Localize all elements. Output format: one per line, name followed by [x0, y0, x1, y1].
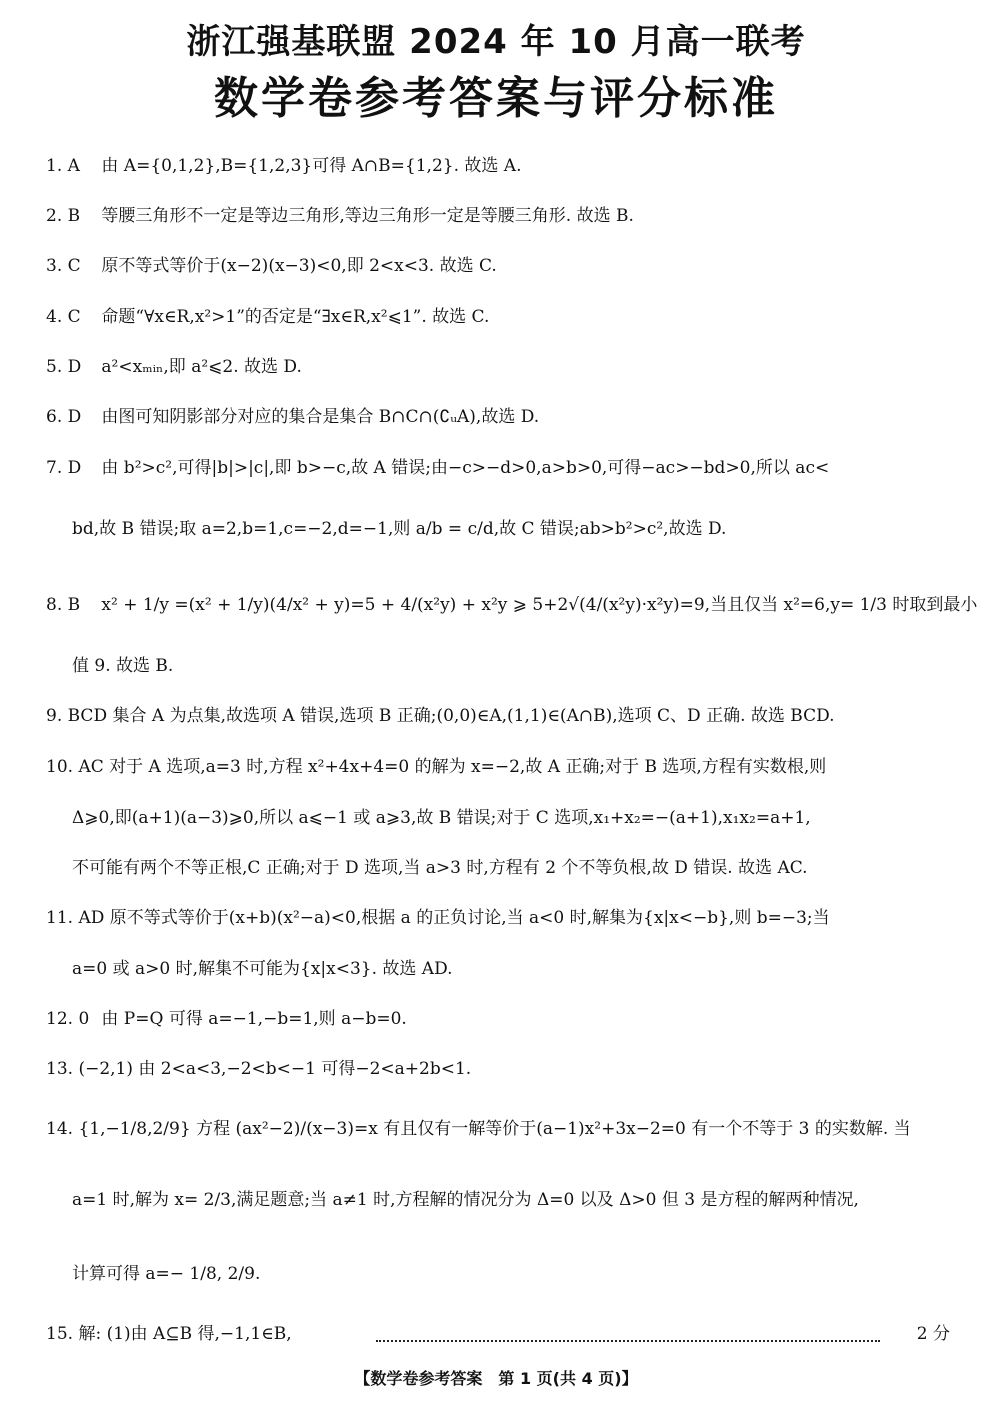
answer-line — [72, 856, 950, 880]
answer-number: 7. D — [46, 458, 82, 478]
page-title: 浙江强基联盟 2024 年 10 月高一联考 — [186, 22, 806, 62]
answer-line — [46, 1007, 950, 1031]
answer-line — [72, 957, 950, 981]
answer-line — [72, 654, 950, 678]
answer-text: Δ⩾0,即(a+1)(a−3)⩾0,所以 a⩽−1 或 a⩾3,故 B 错误;对于 C 选项,x₁+x₂=−(a+1),x₁x₂=a+1, — [72, 808, 811, 828]
answer-line — [72, 1188, 950, 1212]
answer-line — [72, 517, 950, 541]
answer-line — [46, 1057, 950, 1081]
q15-number: 15. 解: — [46, 1324, 102, 1344]
page-subtitle: 数学卷参考答案与评分标准 — [214, 73, 778, 124]
answer-text: 原不等式等价于(x−2)(x−3)<0,即 2<x<3. 故选 C. — [101, 256, 497, 276]
question-15 — [46, 1322, 950, 1346]
answer-line — [46, 355, 950, 379]
answer-line — [46, 704, 950, 728]
answer-number: 10. AC — [46, 757, 104, 777]
answer-line — [46, 755, 950, 779]
answer-text: 方程 (ax²−2)/(x−3)=x 有且仅有一解等价于(a−1)x²+3x−2=0 有一个不等于 3 的实数解. 当 — [196, 1119, 911, 1139]
answer-text: 集合 A 为点集,故选项 A 错误,选项 B 正确;(0,0)∈A,(1,1)∈(A∩B),选项 C、D 正确. 故选 BCD. — [112, 706, 835, 726]
answer-line — [72, 1262, 950, 1286]
answer-text: a=1 时,解为 x= 2/3,满足题意;当 a≠1 时,方程解的情况分为 Δ=0 以及 Δ>0 但 3 是方程的解两种情况, — [72, 1190, 859, 1210]
answer-number: 9. BCD — [46, 706, 108, 726]
page-footer: 【数学卷参考答案 第 1 页(共 4 页)】 — [354, 1369, 638, 1388]
answer-line — [46, 906, 950, 930]
answer-text: 由 b²>c²,可得|b|>|c|,即 b>−c,故 A 错误;由−c>−d>0,a>b>0,可得−ac>−bd>0,所以 ac< — [101, 458, 830, 478]
q15-text: (1)由 A⊆B 得,−1,1∈B, — [106, 1324, 292, 1344]
answer-text: bd,故 B 错误;取 a=2,b=1,c=−2,d=−1,则 a/b = c/d,故 C 错误;ab>b²>c²,故选 D. — [72, 519, 727, 539]
answer-number: 3. C — [46, 256, 81, 276]
answer-text: 计算可得 a=− 1/8, 2/9. — [72, 1264, 261, 1284]
q15-points: 2 分 — [916, 1324, 950, 1344]
answer-text: 由 A={0,1,2},B={1,2,3}可得 A∩B={1,2}. 故选 A. — [101, 156, 522, 176]
answer-number: 11. AD — [46, 908, 105, 928]
answer-number: 8. B — [46, 595, 81, 615]
answer-text: 由 2<a<3,−2<b<−1 可得−2<a+2b<1. — [138, 1059, 472, 1079]
answer-line — [72, 806, 950, 830]
answer-line — [46, 154, 950, 178]
answer-line — [46, 204, 950, 228]
answer-number: 1. A — [46, 156, 80, 176]
answer-number: 13. (−2,1) — [46, 1059, 133, 1079]
answer-text: 命题“∀x∈R,x²>1”的否定是“∃x∈R,x²⩽1”. 故选 C. — [101, 307, 490, 327]
answer-number: 4. C — [46, 307, 81, 327]
answer-line — [46, 254, 950, 278]
answer-line — [46, 456, 950, 480]
answer-text: a=0 或 a>0 时,解集不可能为{x|x<3}. 故选 AD. — [72, 959, 453, 979]
answer-line — [46, 593, 978, 617]
answer-number: 5. D — [46, 357, 82, 377]
answer-text: x² + 1/y =(x² + 1/y)(4/x² + y)=5 + 4/(x²y) + x²y ⩾ 5+2√(4/(x²y)·x²y)=9,当且仅当 x²=6,y= 1/3 时取到最小 — [101, 595, 978, 615]
answer-line — [46, 405, 950, 429]
answer-number: 12. 0 — [46, 1009, 90, 1029]
answer-text: 原不等式等价于(x+b)(x²−a)<0,根据 a 的正负讨论,当 a<0 时,解集为{x|x<−b},则 b=−3;当 — [109, 908, 830, 928]
answer-number: 6. D — [46, 407, 82, 427]
answer-line — [46, 1117, 950, 1141]
answer-number: 2. B — [46, 206, 81, 226]
answer-text: 由图可知阴影部分对应的集合是集合 B∩C∩(∁ᵤA),故选 D. — [101, 407, 540, 427]
leader-dots — [376, 1316, 880, 1342]
answer-line — [46, 305, 950, 329]
answer-number: 14. {1,−1/8,2/9} — [46, 1119, 191, 1139]
answer-text: 等腰三角形不一定是等边三角形,等边三角形一定是等腰三角形. 故选 B. — [101, 206, 634, 226]
answer-text: 由 P=Q 可得 a=−1,−b=1,则 a−b=0. — [101, 1009, 407, 1029]
answer-text: 对于 A 选项,a=3 时,方程 x²+4x+4=0 的解为 x=−2,故 A 正确;对于 B 选项,方程有实数根,则 — [109, 757, 827, 777]
answer-text: 值 9. 故选 B. — [72, 656, 174, 676]
answer-text: 不可能有两个不等正根,C 正确;对于 D 选项,当 a>3 时,方程有 2 个不等负根,故 D 错误. 故选 AC. — [72, 858, 808, 878]
answer-text: a²<xₘᵢₙ,即 a²⩽2. 故选 D. — [101, 357, 302, 377]
